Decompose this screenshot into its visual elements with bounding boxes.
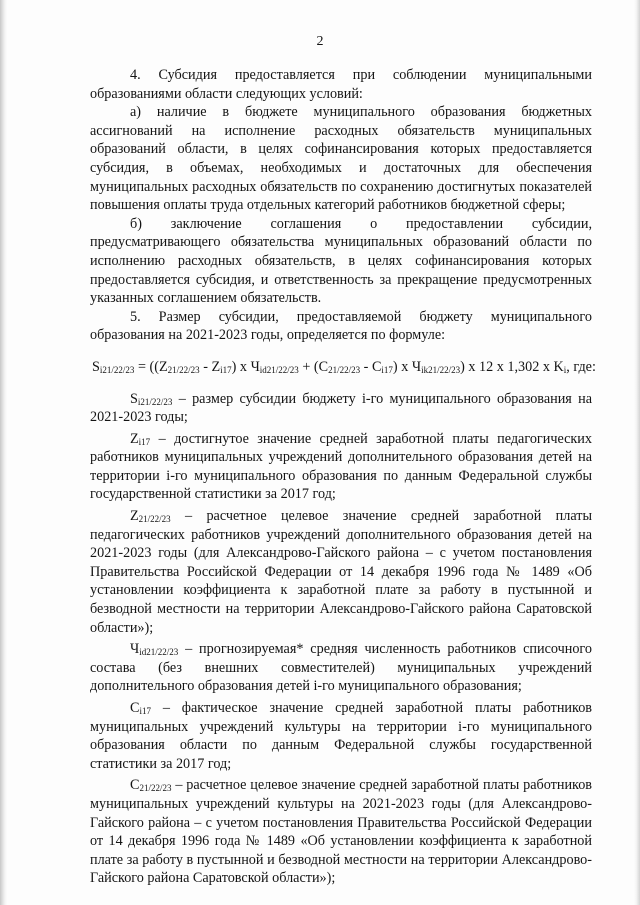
definitions-list [90,390,592,888]
formula-part: + (C [298,358,329,375]
definition-symbol: C [130,777,140,794]
formula-part: - Z [199,358,221,375]
definition-subscript: 21/22/23 [138,514,171,525]
scan-edge-right [634,0,640,905]
definition-subscript: 21/22/23 [139,783,172,794]
definition-text: – фактическое значение средней заработной платы работников муниципальных учреждений культуры на территории i-го муниципального образования области по данным Федеральной службы государственной статистики за 2017 год; [90,700,592,772]
definition-item [90,390,592,427]
formula-sub-s: i21/22/23 [99,364,135,375]
formula-sub-z-actual: i17 [220,364,232,375]
definition-text: – расчетное целевое значение средней заработной платы педагогических работников учреждений дополнительного образования детей на 2021-2023 годы (для Александрово-Гайского района – с учетом постановления Правительства Российской Федерации от 14 декабря 1996 года № 1489 «Об установлении коэффициента к заработной плате за работу в пустынной и безводной местности на территории Александрово-Гайского района Саратовской области»); [90,508,592,636]
formula-sub-c-actual: i17 [381,364,393,375]
formula-part: ) x Ч [231,358,260,375]
formula-sub-ch-id: id21/22/23 [259,364,299,375]
paragraph-4a: а) наличие в бюджете муниципального образования бюджетных ассигнований на исполнение расходных обязательств муниципальных образований области, в целях софинансирования которых предоставляется субсидия, в объемах, необходимых и достаточных для обеспечения муниципальных расходных обязательств по сохранению достигнутых показателей повышения оплаты труда отдельных категорий работников бюджетной сферы; [90,104,592,214]
formula-sub-ch-ik: ik21/22/23 [421,364,461,375]
subsidy-formula [90,358,596,377]
definition-text: – достигнутое значение средней заработной платы педагогических работников муниципальных учреждений дополнительного образования детей на территории i-го муниципального образования по данным Федеральной службы государственной статистики за 2017 год; [90,430,592,503]
paragraph-4b: б) заключение соглашения о предоставлении субсидии, предусматривающего обязательства муниципальных образований области по исполнению расходных обязательств, в целях софинансирования которых предоставляется субсидия, и ответственность за прекращение предусмотренных указанных соглашением обязательств. [90,215,592,307]
formula-part: - C [360,358,382,375]
definition-text: – размер субсидии бюджету i-го муниципального образования на 2021-2023 годы; [90,390,592,426]
scan-edge-left [0,0,7,905]
definition-subscript: id21/22/23 [139,647,179,658]
formula-symbol-s: S [92,358,100,375]
formula-part: = ((Z [134,358,168,375]
definition-item [90,507,592,637]
definition-item [90,776,592,888]
definition-subscript: i17 [139,706,151,716]
formula-tail: , где: [566,358,596,375]
definition-symbol: S [130,390,138,407]
formula-part: ) x 12 x 1,302 x K [460,358,564,375]
definition-symbol: Z [130,430,139,447]
definition-symbol: Ч [130,641,140,658]
formula-sub-k: i [563,364,567,375]
definition-item [90,699,592,773]
paragraph-4: 4. Субсидия предоставляется при соблюдении муниципальными образованиями области следующих условий: [90,67,592,102]
paragraph-5: 5. Размер субсидии, предоставляемой бюджету муниципального образования на 2021-2023 годы, определяется по формуле: [90,308,592,344]
formula-sub-z-target: 21/22/23 [167,364,200,375]
definition-symbol: Z [130,508,139,525]
definition-subscript: i21/22/23 [137,396,173,407]
definition-symbol: C [130,700,140,716]
definition-item [90,640,592,696]
formula-part: ) x Ч [392,358,422,375]
definition-item [90,430,592,504]
page-number: 2 [316,34,324,49]
document-body [90,66,596,891]
definition-text: – расчетное целевое значение средней заработной платы работников муниципальных учреждений культуры на 2021-2023 годы (для Александрово-Гайского района – с учетом постановления Правительства Российской Федерации от 14 декабря 1996 года № 1489 «Об установлении коэффициента к заработной плате за работу в пустынной и безводной местности на территории Александрово-Гайского района Саратовской области»); [90,777,592,887]
formula-sub-c-target: 21/22/23 [328,364,361,375]
definition-subscript: i17 [138,436,151,447]
definition-text: – прогнозируемая* средняя численность работников списочного состава (без внешних совместителей) муниципальных учреждений дополнительного образования детей i-го муниципального образования; [90,641,592,695]
